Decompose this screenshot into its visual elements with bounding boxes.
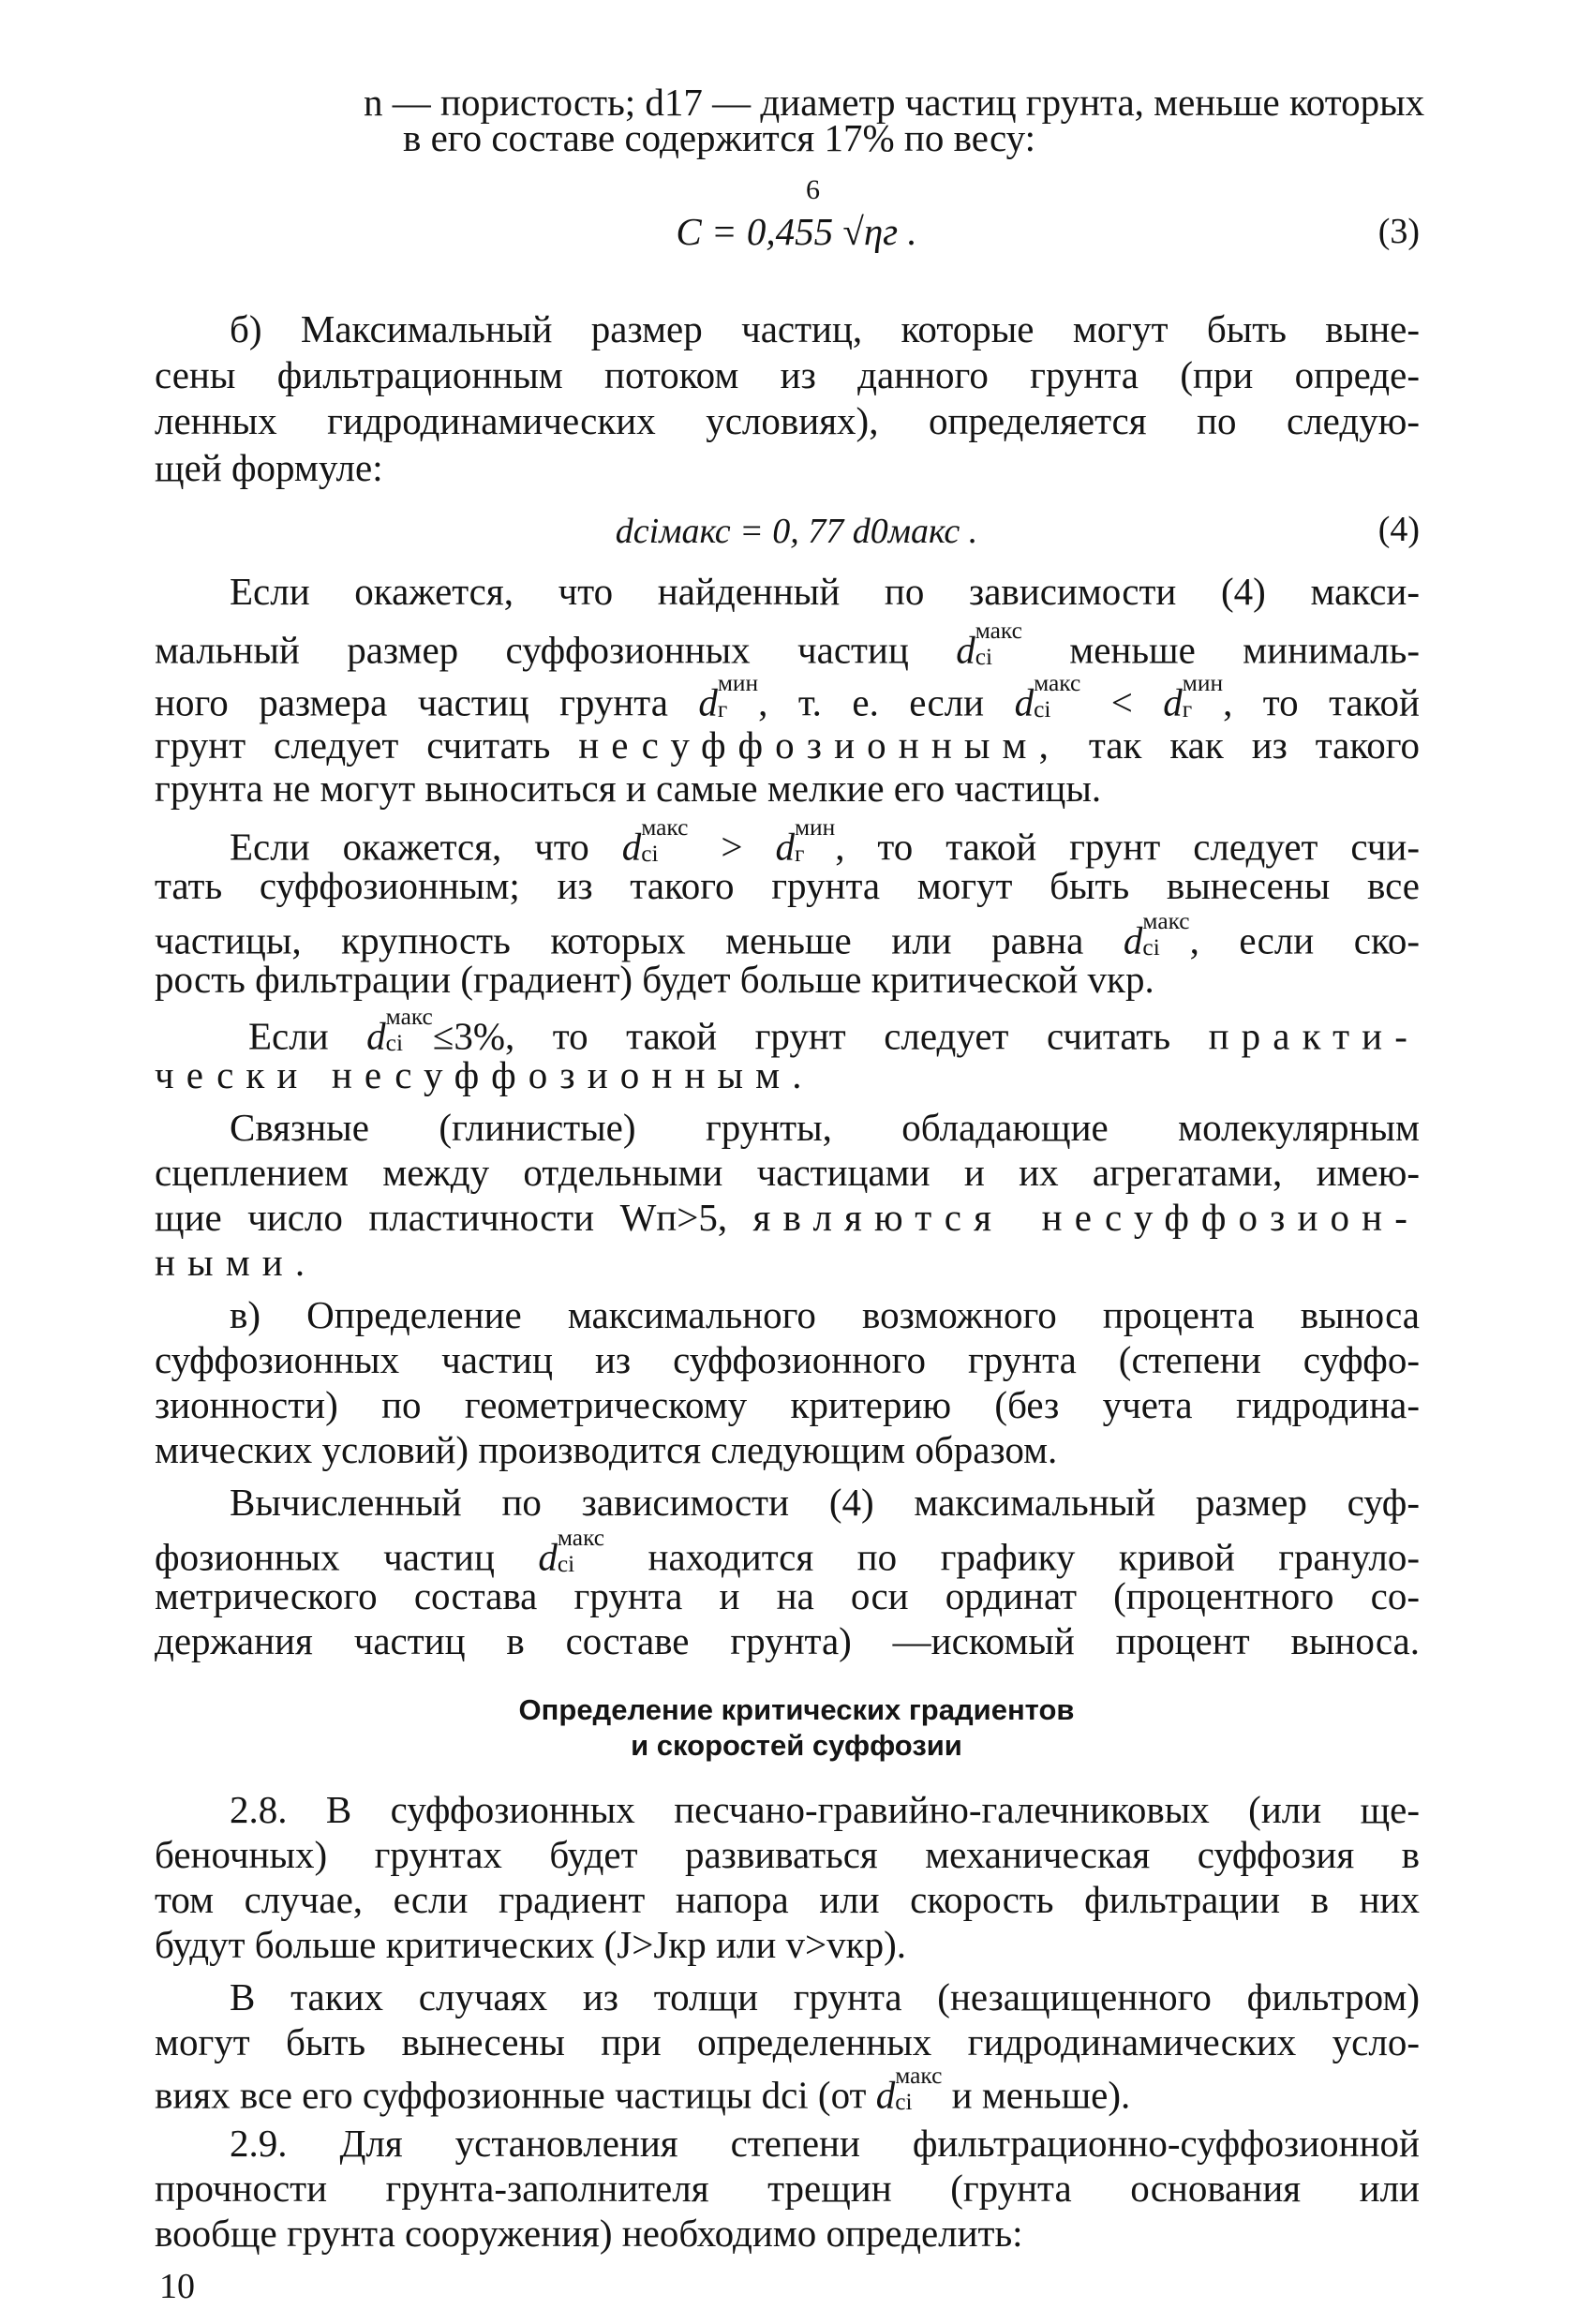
text-line: зионности) по геометрическому критерию (без учета гидродина- [155, 1383, 1420, 1426]
text-line: суффозионных частиц из суффозионного грунта (степени суффо- [155, 1338, 1420, 1381]
text-line: сцеплением между отдельными частицами и их агрегатами, имею- [155, 1151, 1420, 1194]
formula-3-body: C = 0,455 √ηг . [676, 210, 917, 253]
text-line: ными. [155, 1241, 318, 1284]
text-line: ного размера частиц грунта d мин г , т. е. если d макс ci < d мин г , то такой [155, 669, 1420, 724]
text-line: Если d макс ci ≤3%, то такой грунт следует считать практи- [248, 1003, 1420, 1058]
text-line: щие число пластичности Wп>5, являются несуффозион- [155, 1196, 1420, 1239]
text-line: сены фильтрационным потоком из данного грунта (при опреде- [155, 353, 1420, 396]
formula-4-body: dciмакс = 0, 77 d0макс . [615, 512, 978, 551]
text-line: метрического состава грунта и на оси ординат (процентного со- [155, 1574, 1420, 1617]
text-line: Связные (глинистые) грунты, обладающие молекулярным [230, 1106, 1420, 1149]
text-line: 2.8. В суффозионных песчано-гравийно-галечниковых (или ще- [230, 1788, 1420, 1831]
formula-4 [0, 506, 1593, 553]
text-line: частицы, крупность которых меньше или равна d макс ci , если ско- [155, 907, 1420, 962]
text-line: тать суффозионным; из такого грунта могут быть вынесены все [155, 864, 1420, 907]
text-line: прочности грунта-заполнителя трещин (грунта основания или [155, 2167, 1420, 2210]
text-line: виях все его суффозионные частицы dci (от d макс ci и меньше). [155, 2062, 1131, 2117]
text-line: беночных) грунтах будет развиваться механическая суффозия в [155, 1833, 1420, 1876]
text-line: фозионных частиц d макс ci находится по графику кривой грануло- [155, 1524, 1421, 1579]
text-line: ленных гидродинамических условиях), определяется по следую- [155, 399, 1420, 442]
text-line: рость фильтрации (градиент) будет больше критической vкр. [155, 958, 1154, 1001]
section-heading: Определение критических градиентов [518, 1693, 1075, 1726]
section-heading: и скоростей суффозии [631, 1729, 962, 1762]
root-index: 6 [806, 174, 820, 205]
text-line [403, 114, 1246, 161]
text-line: мических условий) производится следующим образом. [155, 1428, 1058, 1471]
text-line: могут быть вынесены при определенных гидродинамических усло- [155, 2020, 1420, 2063]
formula-4-number: (4) [1377, 510, 1420, 549]
text-line: грунт следует считать несуффозионным, так как из такого [155, 723, 1420, 767]
definition-line: в его составе содержится 17% по весу: [403, 116, 1035, 159]
text-line: щей формуле: [155, 446, 383, 489]
text-line: чески несуффозионным. [155, 1053, 814, 1096]
text-line: мальный размер суффозионных частиц d макс ci меньше минималь- [155, 617, 1420, 672]
text-line: б) Максимальный размер частиц, которые могут быть выне- [230, 307, 1420, 350]
text-line: Вычисленный по зависимости (4) максимальный размер суф- [230, 1481, 1420, 1524]
text-line: Если окажется, что d макс ci > d мин г , то такой грунт следует счи- [230, 813, 1420, 869]
text-line: грунта не могут выноситься и самые мелкие его частицы. [155, 767, 1102, 810]
page-number: 10 [159, 2267, 195, 2306]
text-line: том случае, если градиент напора или скорость фильтрации в них [155, 1878, 1420, 1921]
spaced-term: несуффозионным, [578, 723, 1061, 767]
definition-line: n — пористость; d17 — диаметр частиц грунта, меньше которых [364, 81, 1425, 124]
text-line: будут больше критических (J>Jкр или v>vкр). [155, 1923, 907, 1966]
formula-3 [0, 174, 1593, 255]
text-line: В таких случаях из толщи грунта (незащищенного фильтром) [230, 1975, 1420, 2019]
text-line: в) Определение максимального возможного процента выноса [230, 1293, 1420, 1336]
formula-3-number: (3) [1377, 212, 1420, 251]
text-line: держания частиц в составе грунта) —искомый процент выноса. [155, 1619, 1420, 1662]
text-line: вообще грунта сооружения) необходимо определить: [155, 2212, 1023, 2255]
text-line: Если окажется, что найденный по зависимости (4) макси- [230, 570, 1420, 613]
text-line: 2.9. Для установления степени фильтрационно-суффозионной [230, 2122, 1420, 2165]
